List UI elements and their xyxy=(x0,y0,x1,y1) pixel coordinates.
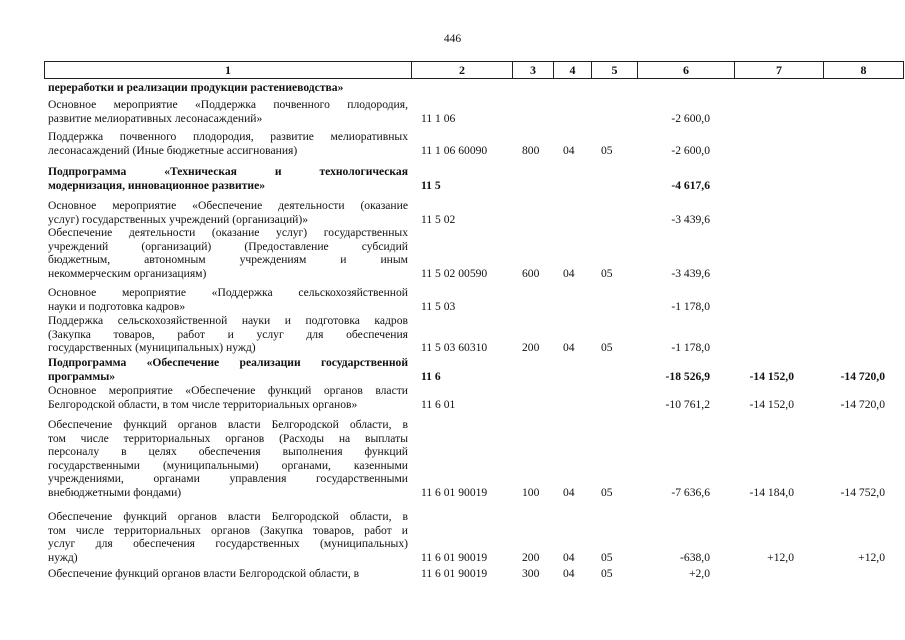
column-header-7: 7 xyxy=(735,62,824,79)
amount-col8: -14 752,0 xyxy=(840,486,885,499)
budget-code: 11 5 02 xyxy=(421,212,456,226)
page-number: 446 xyxy=(443,33,462,45)
description-line: нужд) xyxy=(48,550,78,564)
expense-type: 800 xyxy=(522,143,540,157)
section: 04 xyxy=(563,143,575,157)
budget-code: 11 5 03 60310 xyxy=(421,341,488,355)
description-line: том числе территориальных органов (Расходы на выплаты xyxy=(48,431,408,445)
section: 04 xyxy=(563,341,575,355)
budget-code: 11 5 03 xyxy=(421,299,456,313)
expense-type: 300 xyxy=(522,567,540,580)
description-line: государственными (муниципальными) органами, казенными xyxy=(48,458,408,472)
amount-col8: -14 720,0 xyxy=(840,369,885,383)
row-description xyxy=(48,510,408,564)
amount-col6: -3 439,6 xyxy=(671,266,710,280)
section: 04 xyxy=(563,550,575,564)
description-line: модернизация, инновационное развитие» xyxy=(48,178,266,192)
column-header-8: 8 xyxy=(824,62,904,79)
subsection: 05 xyxy=(601,550,613,564)
column-header-1: 1 xyxy=(45,62,412,79)
expense-type: 200 xyxy=(522,341,540,355)
subsection: 05 xyxy=(601,567,613,580)
column-header-4: 4 xyxy=(554,62,592,79)
description-line: Обеспечение функций органов власти Белгородской области, в xyxy=(48,567,360,580)
section: 04 xyxy=(563,567,575,580)
description-line: развитие мелиоративных лесонасаждений» xyxy=(48,111,263,125)
budget-code: 11 6 01 90019 xyxy=(421,567,488,580)
description-line: учреждений (организаций) (Предоставление субсидий xyxy=(48,239,408,253)
amount-col6: -7 636,6 xyxy=(671,486,710,499)
description-line: переработки и реализации продукции растениеводства» xyxy=(48,81,344,94)
column-header-6: 6 xyxy=(638,62,735,79)
row-description xyxy=(48,384,408,411)
amount-col7: -14 152,0 xyxy=(749,369,794,383)
amount-col6: -2 600,0 xyxy=(671,111,710,125)
description-line: Поддержка сельскохозяйственной науки и подготовка кадров xyxy=(48,314,408,327)
amount-col6: -1 178,0 xyxy=(671,299,710,313)
description-line: программы» xyxy=(48,369,116,383)
description-line: Белгородской области, в том числе территориальных органов» xyxy=(48,397,358,411)
column-header-3: 3 xyxy=(513,62,554,79)
subsection: 05 xyxy=(601,143,613,157)
column-header-2: 2 xyxy=(412,62,513,79)
row-description xyxy=(48,165,408,192)
section: 04 xyxy=(563,266,575,280)
row-description xyxy=(48,356,408,383)
amount-col6: -1 178,0 xyxy=(671,341,710,355)
budget-code: 11 6 01 90019 xyxy=(421,486,488,499)
section: 04 xyxy=(563,486,575,499)
budget-code: 11 5 02 00590 xyxy=(421,266,488,280)
description-line: Обеспечение функций органов власти Белгородской области, в xyxy=(48,418,408,431)
row-description xyxy=(48,418,408,500)
row-description xyxy=(48,130,408,157)
subsection: 05 xyxy=(601,341,613,355)
amount-col6: -4 617,6 xyxy=(671,178,710,192)
description-line: некоммерческим организациям) xyxy=(48,266,207,280)
row-description xyxy=(48,567,408,581)
column-header-5: 5 xyxy=(592,62,638,79)
amount-col6: -3 439,6 xyxy=(671,212,710,226)
description-line: Подпрограмма «Обеспечение реализации государственной xyxy=(48,356,408,369)
budget-code: 11 6 01 90019 xyxy=(421,550,488,564)
amount-col7: -14 152,0 xyxy=(749,397,794,411)
description-line: внебюджетными фондами) xyxy=(48,485,182,499)
amount-col8: -14 720,0 xyxy=(840,397,885,411)
expense-type: 100 xyxy=(522,486,540,499)
description-line: Основное мероприятие «Поддержка сельскохозяйственной xyxy=(48,286,408,299)
budget-code: 11 6 xyxy=(421,369,441,383)
expense-type: 600 xyxy=(522,266,540,280)
amount-col6: -638,0 xyxy=(680,550,710,564)
subsection: 05 xyxy=(601,486,613,499)
budget-code: 11 1 06 60090 xyxy=(421,143,488,157)
description-line: государственных (муниципальных) нужд) xyxy=(48,341,256,355)
amount-col6: -18 526,9 xyxy=(665,369,710,383)
description-line: Обеспечение функций органов власти Белгородской области, в xyxy=(48,510,408,523)
amount-col6: -10 761,2 xyxy=(665,397,710,411)
description-line: персоналу в целях обеспечения выполнения функций xyxy=(48,445,408,459)
amount-col7: -14 184,0 xyxy=(749,486,794,499)
description-line: услуг) государственных учреждений (организаций)» xyxy=(48,212,309,226)
description-line: Поддержка почвенного плодородия, развитие мелиоративных xyxy=(48,130,408,143)
budget-code: 11 5 xyxy=(421,178,441,192)
description-line: лесонасаждений (Иные бюджетные ассигнования) xyxy=(48,143,298,157)
description-line: Основное мероприятие «Обеспечение функций органов власти xyxy=(48,384,408,397)
row-description xyxy=(48,199,408,226)
subsection: 05 xyxy=(601,266,613,280)
description-line: Основное мероприятие «Поддержка почвенного плодородия, xyxy=(48,98,408,111)
amount-col7: +12,0 xyxy=(767,550,794,564)
description-line: науки и подготовка кадров» xyxy=(48,299,186,313)
row-description xyxy=(48,286,408,313)
budget-code: 11 6 01 xyxy=(421,397,456,411)
description-line: услуг для обеспечения государственных (муниципальных) xyxy=(48,537,408,551)
budget-code: 11 1 06 xyxy=(421,111,456,125)
amount-col8: +12,0 xyxy=(858,550,885,564)
row-description xyxy=(48,81,408,95)
description-line: бюджетным, автономным учреждениям и иным xyxy=(48,253,408,267)
description-line: (Закупка товаров, работ и услуг для обеспечения xyxy=(48,327,408,341)
description-line: том числе территориальных органов (Закупка товаров, работ и xyxy=(48,523,408,537)
description-line: Подпрограмма «Техническая и технологическая xyxy=(48,165,408,178)
column-header-row xyxy=(44,61,904,79)
description-line: Основное мероприятие «Обеспечение деятельности (оказание xyxy=(48,199,408,212)
description-line: Обеспечение деятельности (оказание услуг) государственных xyxy=(48,226,408,239)
row-description xyxy=(48,314,408,355)
amount-col6: +2,0 xyxy=(688,567,710,580)
row-description xyxy=(48,98,408,125)
description-line: учреждениями, органами управления государственными xyxy=(48,472,408,486)
amount-col6: -2 600,0 xyxy=(671,143,710,157)
row-description xyxy=(48,226,408,280)
expense-type: 200 xyxy=(522,550,540,564)
